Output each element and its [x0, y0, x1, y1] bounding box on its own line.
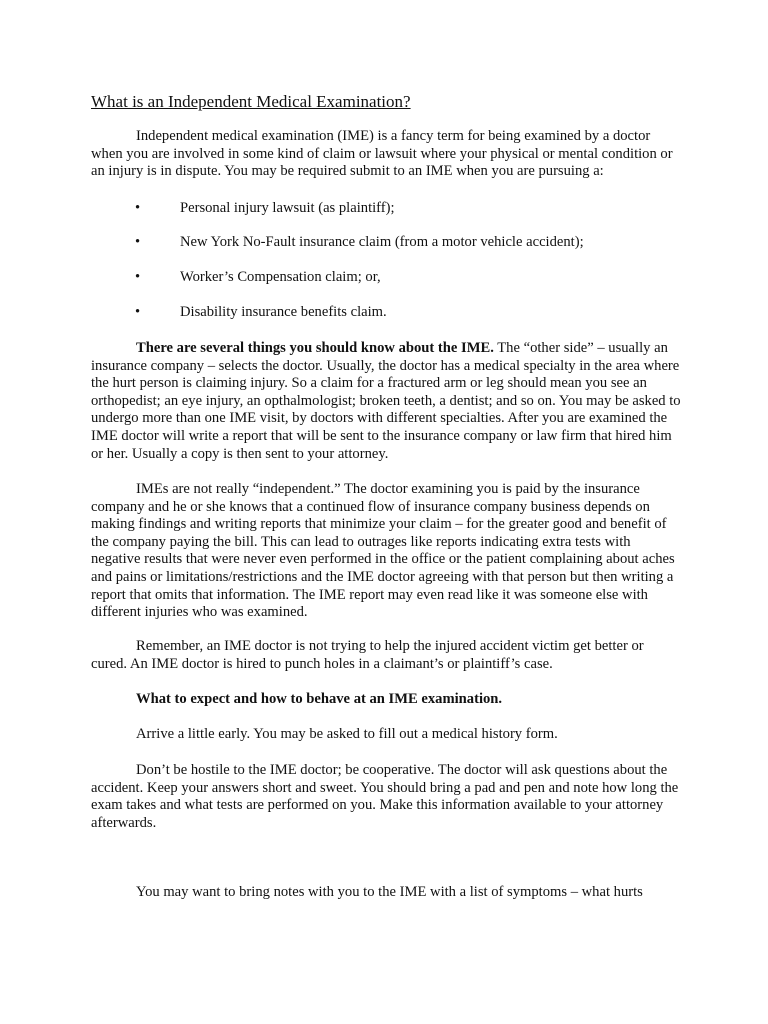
bullet-text: Personal injury lawsuit (as plaintiff); [180, 200, 395, 216]
bullet-marker: • [135, 269, 141, 285]
bullet-text: New York No-Fault insurance claim (from a motor vehicle accident); [180, 234, 584, 250]
ime-facts-lead: There are several things you should know about the IME. [136, 340, 494, 356]
independence-paragraph: IMEs are not really “independent.” The doctor examining you is paid by the insurance company and he or she knows that a continued flow of insurance company business depends on making findings and writing reports that minimize your claim – for the greater good and benefit of the company paying the bill. This can lead to outrages like reports indicating extra tests with negative results that were never even performed in the office or the patient complaining about aches and pains or limitations/restrictions and the IME doctor agreeing with that person but then writing a report that omits that information. The IME report may even read like it was someone else with different injuries who was examined. [91, 481, 675, 621]
bullet-text: Disability insurance benefits claim. [180, 304, 387, 320]
ime-facts-body: The “other side” – usually an insurance company – selects the doctor. Usually, the doctor has a medical specialty in the area where the hurt person is claiming injury. So a claim for a fractured arm or leg should mean you see an orthopedist; an eye injury, an opthalmologist; broken teeth, a dentist; and so on. You may be asked to undergo more than one IME visit, by doctors with different specialties. After you are examined the IME doctor will write a report that will be sent to the insurance company or law firm that hired him or her. Usually a copy is then sent to your attorney. [91, 340, 681, 462]
notes-paragraph: You may want to bring notes with you to the IME with a list of symptoms – what hurts [136, 884, 643, 900]
bullet-marker: • [135, 304, 141, 320]
ime-facts-paragraph [91, 340, 681, 463]
reminder-paragraph: Remember, an IME doctor is not trying to help the injured accident victim get better or cured. An IME doctor is hired to punch holes in a claimant’s or plaintiff’s case. [91, 638, 644, 672]
bullet-marker: • [135, 234, 141, 250]
bullet-marker: • [135, 200, 141, 216]
document-title: What is an Independent Medical Examination? [91, 92, 411, 111]
behavior-paragraph: Don’t be hostile to the IME doctor; be cooperative. The doctor will ask questions about the accident. Keep your answers short and sweet. You should bring a pad and pen and note how long the exam takes and what tests are performed on you. Make this information available to your attorney afterwards. [91, 762, 679, 831]
arrive-paragraph: Arrive a little early. You may be asked to fill out a medical history form. [136, 726, 558, 742]
section-heading: What to expect and how to behave at an IME examination. [136, 691, 503, 707]
intro-paragraph: Independent medical examination (IME) is a fancy term for being examined by a doctor when you are involved in some kind of claim or lawsuit where your physical or mental condition or an injury is in dispute. You may be required submit to an IME when you are pursuing a: [91, 128, 673, 180]
bullet-text: Worker’s Compensation claim; or, [180, 269, 381, 285]
